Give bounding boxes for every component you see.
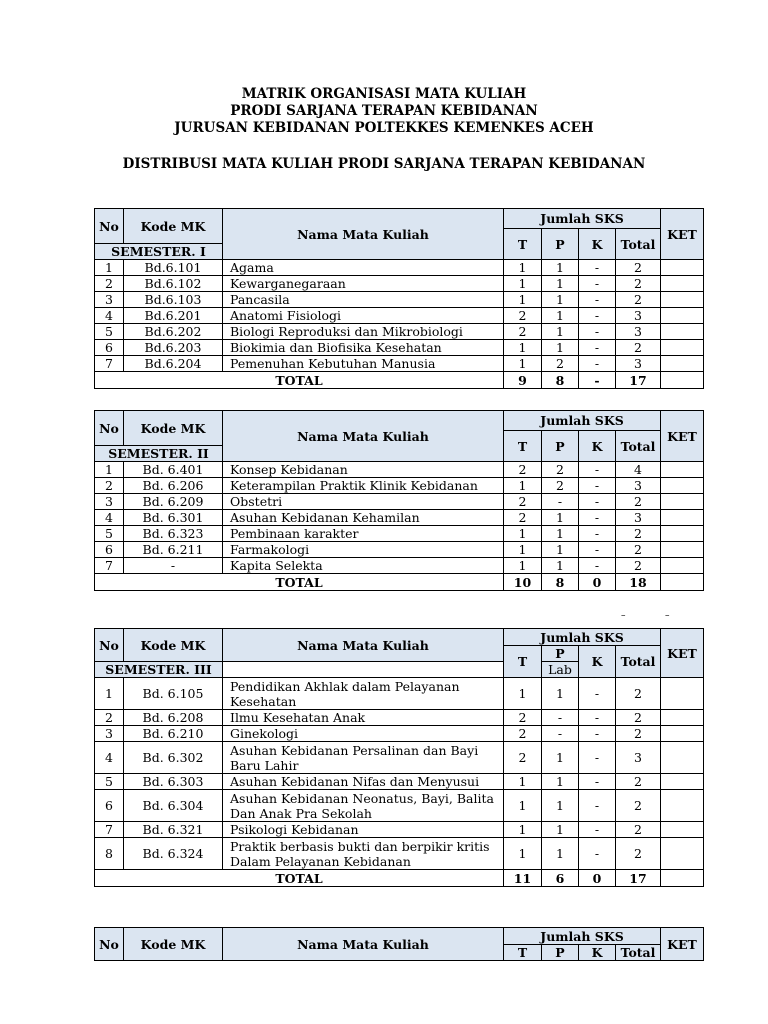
total-total: 18 <box>616 574 661 591</box>
cell-no: 2 <box>95 276 124 292</box>
cell-total: 3 <box>616 308 661 324</box>
semester-1-rows <box>95 260 704 372</box>
cell-nama: Asuhan Kebidanan Kehamilan <box>223 510 504 526</box>
stray-dash-mark: – <box>665 611 670 621</box>
course-row <box>95 678 704 710</box>
cell-nama: Biologi Reproduksi dan Mikrobiologi <box>223 324 504 340</box>
semester-1-table <box>94 208 704 389</box>
header-jumlah-sks: Jumlah SKS <box>504 928 661 945</box>
cell-no: 7 <box>95 558 124 574</box>
cell-p: 1 <box>542 526 579 542</box>
cell-k: - <box>579 276 616 292</box>
cell-k: - <box>579 726 616 742</box>
semester-3-total-row <box>95 870 704 887</box>
cell-ket <box>661 838 704 870</box>
header-jumlah-sks: Jumlah SKS <box>504 411 661 431</box>
total-k: 0 <box>579 574 616 591</box>
header-nama: Nama Mata Kuliah <box>223 411 504 462</box>
cell-t: 2 <box>504 710 542 726</box>
total-ket <box>661 372 704 389</box>
cell-ket <box>661 558 704 574</box>
cell-nama: Kapita Selekta <box>223 558 504 574</box>
cell-total: 2 <box>616 822 661 838</box>
semester-2-total-row <box>95 574 704 591</box>
course-row <box>95 710 704 726</box>
cell-ket <box>661 710 704 726</box>
cell-no: 5 <box>95 526 124 542</box>
cell-p: 1 <box>542 838 579 870</box>
cell-ket <box>661 462 704 478</box>
cell-t: 1 <box>504 260 542 276</box>
cell-total: 2 <box>616 542 661 558</box>
total-p: 8 <box>542 372 579 389</box>
header-ket: KET <box>661 411 704 462</box>
title-line-1: MATRIK ORGANISASI MATA KULIAH <box>241 86 527 102</box>
cell-p: 1 <box>542 260 579 276</box>
header-kode: Kode MK <box>124 411 223 446</box>
cell-p: - <box>542 726 579 742</box>
semester-2-table <box>94 410 704 591</box>
course-row <box>95 774 704 790</box>
course-row <box>95 790 704 822</box>
cell-kode: Bd. 6.303 <box>124 774 223 790</box>
cell-no: 8 <box>95 838 124 870</box>
header-total: Total <box>616 646 661 678</box>
cell-p: 1 <box>542 774 579 790</box>
course-row <box>95 340 704 356</box>
cell-ket <box>661 356 704 372</box>
cell-ket <box>661 526 704 542</box>
cell-ket <box>661 678 704 710</box>
cell-t: 2 <box>504 324 542 340</box>
cell-total: 2 <box>616 838 661 870</box>
cell-kode: Bd.6.103 <box>124 292 223 308</box>
cell-kode: Bd. 6.324 <box>124 838 223 870</box>
cell-k: - <box>579 742 616 774</box>
course-row <box>95 526 704 542</box>
header-p: P <box>542 945 579 961</box>
cell-p: 1 <box>542 742 579 774</box>
cell-t: 1 <box>504 340 542 356</box>
cell-k: - <box>579 340 616 356</box>
cell-kode: Bd. 6.105 <box>124 678 223 710</box>
total-total: 17 <box>616 870 661 887</box>
cell-p: - <box>542 710 579 726</box>
cell-no: 2 <box>95 478 124 494</box>
header-no: No <box>95 411 124 446</box>
cell-nama: Ginekologi <box>223 726 504 742</box>
cell-nama: Praktik berbasis bukti dan berpikir kritis Dalam Pelayanan Kebidanan <box>223 838 504 870</box>
cell-no: 7 <box>95 822 124 838</box>
cell-ket <box>661 822 704 838</box>
header-no: No <box>95 928 124 961</box>
cell-k: - <box>579 292 616 308</box>
header-t: T <box>504 229 542 260</box>
document-subtitle: DISTRIBUSI MATA KULIAH PRODI SARJANA TERAPAN KEBIDANAN <box>122 156 646 172</box>
semester-1-total-row <box>95 372 704 389</box>
cell-p: 1 <box>542 510 579 526</box>
cell-ket <box>661 324 704 340</box>
cell-no: 6 <box>95 790 124 822</box>
cell-total: 2 <box>616 726 661 742</box>
course-row <box>95 742 704 774</box>
cell-nama: Keterampilan Praktik Klinik Kebidanan <box>223 478 504 494</box>
cell-t: 1 <box>504 478 542 494</box>
cell-nama: Kewarganegaraan <box>223 276 504 292</box>
course-row <box>95 292 704 308</box>
header-ket: KET <box>661 209 704 260</box>
cell-ket <box>661 494 704 510</box>
course-row <box>95 308 704 324</box>
cell-t: 1 <box>504 526 542 542</box>
semester-label: SEMESTER. II <box>95 446 223 462</box>
cell-ket <box>661 774 704 790</box>
cell-kode: Bd. 6.321 <box>124 822 223 838</box>
total-label: TOTAL <box>95 372 504 389</box>
cell-no: 3 <box>95 494 124 510</box>
cell-no: 5 <box>95 774 124 790</box>
cell-kode: Bd.6.204 <box>124 356 223 372</box>
cell-k: - <box>579 478 616 494</box>
header-total: Total <box>616 229 661 260</box>
header-t: T <box>504 945 542 961</box>
cell-kode: Bd. 6.304 <box>124 790 223 822</box>
course-row <box>95 276 704 292</box>
course-row <box>95 260 704 276</box>
cell-p: 1 <box>542 276 579 292</box>
cell-ket <box>661 726 704 742</box>
total-k: - <box>579 372 616 389</box>
cell-p: 1 <box>542 790 579 822</box>
cell-nama: Pembinaan karakter <box>223 526 504 542</box>
cell-nama: Ilmu Kesehatan Anak <box>223 710 504 726</box>
semester-4-table-header <box>94 927 704 961</box>
header-k: K <box>579 431 616 462</box>
cell-nama: Pemenuhan Kebutuhan Manusia <box>223 356 504 372</box>
cell-no: 1 <box>95 678 124 710</box>
cell-k: - <box>579 356 616 372</box>
cell-total: 2 <box>616 276 661 292</box>
total-total: 17 <box>616 372 661 389</box>
cell-k: - <box>579 462 616 478</box>
header-t: T <box>504 646 542 678</box>
cell-nama: Agama <box>223 260 504 276</box>
cell-kode: Bd.6.201 <box>124 308 223 324</box>
cell-k: - <box>579 494 616 510</box>
cell-total: 4 <box>616 462 661 478</box>
cell-ket <box>661 790 704 822</box>
cell-ket <box>661 742 704 774</box>
cell-total: 2 <box>616 340 661 356</box>
cell-no: 4 <box>95 742 124 774</box>
cell-no: 5 <box>95 324 124 340</box>
cell-ket <box>661 276 704 292</box>
course-row <box>95 478 704 494</box>
cell-p: 2 <box>542 462 579 478</box>
cell-no: 7 <box>95 356 124 372</box>
cell-no: 4 <box>95 308 124 324</box>
cell-t: 1 <box>504 838 542 870</box>
header-nama: Nama Mata Kuliah <box>223 928 504 961</box>
cell-t: 1 <box>504 822 542 838</box>
cell-kode: Bd. 6.206 <box>124 478 223 494</box>
title-line-2: PRODI SARJANA TERAPAN KEBIDANAN <box>230 103 538 119</box>
cell-ket <box>661 542 704 558</box>
cell-t: 1 <box>504 558 542 574</box>
semester-3-table <box>94 628 704 887</box>
cell-t: 2 <box>504 308 542 324</box>
course-row <box>95 542 704 558</box>
cell-total: 3 <box>616 324 661 340</box>
cell-k: - <box>579 790 616 822</box>
cell-kode: Bd.6.102 <box>124 276 223 292</box>
cell-ket <box>661 510 704 526</box>
header-nama: Nama Mata Kuliah <box>223 209 504 260</box>
header-p: P <box>542 229 579 260</box>
cell-kode: Bd. 6.323 <box>124 526 223 542</box>
cell-kode: - <box>124 558 223 574</box>
header-nama-spacer <box>223 662 504 678</box>
cell-t: 1 <box>504 678 542 710</box>
header-k: K <box>579 229 616 260</box>
cell-kode: Bd. 6.211 <box>124 542 223 558</box>
cell-k: - <box>579 324 616 340</box>
cell-no: 6 <box>95 340 124 356</box>
cell-total: 2 <box>616 558 661 574</box>
cell-k: - <box>579 260 616 276</box>
cell-k: - <box>579 678 616 710</box>
cell-nama: Anatomi Fisiologi <box>223 308 504 324</box>
total-k: 0 <box>579 870 616 887</box>
total-p: 6 <box>542 870 579 887</box>
cell-t: 1 <box>504 542 542 558</box>
cell-total: 2 <box>616 260 661 276</box>
cell-p: 1 <box>542 324 579 340</box>
cell-no: 4 <box>95 510 124 526</box>
cell-t: 2 <box>504 510 542 526</box>
header-no: No <box>95 629 124 662</box>
cell-nama: Pancasila <box>223 292 504 308</box>
cell-total: 2 <box>616 292 661 308</box>
header-p: P <box>542 431 579 462</box>
cell-p: 2 <box>542 478 579 494</box>
header-k: K <box>579 646 616 678</box>
cell-ket <box>661 478 704 494</box>
cell-total: 2 <box>616 790 661 822</box>
course-row <box>95 494 704 510</box>
cell-no: 3 <box>95 292 124 308</box>
cell-no: 2 <box>95 710 124 726</box>
cell-k: - <box>579 838 616 870</box>
cell-kode: Bd. 6.209 <box>124 494 223 510</box>
cell-kode: Bd. 6.401 <box>124 462 223 478</box>
cell-t: 1 <box>504 292 542 308</box>
cell-ket <box>661 260 704 276</box>
course-row <box>95 726 704 742</box>
cell-t: 1 <box>504 790 542 822</box>
cell-p: 1 <box>542 292 579 308</box>
cell-total: 3 <box>616 478 661 494</box>
cell-kode: Bd.6.203 <box>124 340 223 356</box>
cell-total: 2 <box>616 678 661 710</box>
cell-k: - <box>579 510 616 526</box>
header-kode: Kode MK <box>124 209 223 244</box>
cell-nama: Asuhan Kebidanan Neonatus, Bayi, Balita Dan Anak Pra Sekolah <box>223 790 504 822</box>
cell-t: 1 <box>504 774 542 790</box>
total-label: TOTAL <box>95 870 504 887</box>
semester-label: SEMESTER. III <box>95 662 223 678</box>
cell-kode: Bd. 6.210 <box>124 726 223 742</box>
header-jumlah-sks: Jumlah SKS <box>504 629 661 646</box>
total-label: TOTAL <box>95 574 504 591</box>
header-k: K <box>579 945 616 961</box>
header-total: Total <box>616 945 661 961</box>
cell-total: 2 <box>616 494 661 510</box>
cell-p: - <box>542 494 579 510</box>
cell-kode: Bd.6.202 <box>124 324 223 340</box>
stray-dash-mark: – <box>621 611 626 621</box>
cell-no: 3 <box>95 726 124 742</box>
header-jumlah-sks: Jumlah SKS <box>504 209 661 229</box>
cell-total: 3 <box>616 356 661 372</box>
cell-k: - <box>579 558 616 574</box>
cell-k: - <box>579 774 616 790</box>
cell-total: 2 <box>616 774 661 790</box>
cell-nama: Pendidikan Akhlak dalam Pelayanan Kesehatan <box>223 678 504 710</box>
cell-kode: Bd.6.101 <box>124 260 223 276</box>
header-ket: KET <box>661 928 704 961</box>
header-no: No <box>95 209 124 244</box>
cell-total: 2 <box>616 526 661 542</box>
course-row <box>95 838 704 870</box>
cell-no: 1 <box>95 260 124 276</box>
cell-k: - <box>579 822 616 838</box>
cell-nama: Asuhan Kebidanan Nifas dan Menyusui <box>223 774 504 790</box>
cell-ket <box>661 308 704 324</box>
title-line-3: JURUSAN KEBIDANAN POLTEKKES KEMENKES ACEH <box>174 120 594 136</box>
total-t: 9 <box>504 372 542 389</box>
cell-k: - <box>579 526 616 542</box>
cell-kode: Bd. 6.208 <box>124 710 223 726</box>
course-row <box>95 324 704 340</box>
total-t: 11 <box>504 870 542 887</box>
header-t: T <box>504 431 542 462</box>
cell-t: 1 <box>504 276 542 292</box>
cell-nama: Asuhan Kebidanan Persalinan dan Bayi Baru Lahir <box>223 742 504 774</box>
cell-nama: Obstetri <box>223 494 504 510</box>
header-p: P <box>542 646 579 662</box>
total-ket <box>661 870 704 887</box>
cell-t: 2 <box>504 726 542 742</box>
header-p-lab: Lab <box>542 662 579 678</box>
cell-p: 1 <box>542 308 579 324</box>
cell-kode: Bd. 6.302 <box>124 742 223 774</box>
cell-p: 1 <box>542 678 579 710</box>
course-row <box>95 510 704 526</box>
cell-p: 1 <box>542 542 579 558</box>
cell-total: 3 <box>616 510 661 526</box>
header-total: Total <box>616 431 661 462</box>
cell-nama: Konsep Kebidanan <box>223 462 504 478</box>
semester-3-rows <box>95 678 704 870</box>
cell-k: - <box>579 308 616 324</box>
cell-k: - <box>579 710 616 726</box>
course-row <box>95 822 704 838</box>
cell-p: 2 <box>542 356 579 372</box>
cell-p: 1 <box>542 340 579 356</box>
semester-2-rows <box>95 462 704 574</box>
cell-t: 2 <box>504 462 542 478</box>
total-p: 8 <box>542 574 579 591</box>
total-t: 10 <box>504 574 542 591</box>
cell-kode: Bd. 6.301 <box>124 510 223 526</box>
cell-ket <box>661 340 704 356</box>
cell-nama: Psikologi Kebidanan <box>223 822 504 838</box>
cell-total: 2 <box>616 710 661 726</box>
course-row <box>95 356 704 372</box>
cell-k: - <box>579 542 616 558</box>
header-nama: Nama Mata Kuliah <box>223 629 504 662</box>
course-row <box>95 558 704 574</box>
header-kode: Kode MK <box>124 629 223 662</box>
semester-label: SEMESTER. I <box>95 244 223 260</box>
cell-ket <box>661 292 704 308</box>
cell-nama: Farmakologi <box>223 542 504 558</box>
header-ket: KET <box>661 629 704 678</box>
total-ket <box>661 574 704 591</box>
cell-total: 3 <box>616 742 661 774</box>
cell-t: 2 <box>504 742 542 774</box>
cell-no: 6 <box>95 542 124 558</box>
cell-nama: Biokimia dan Biofisika Kesehatan <box>223 340 504 356</box>
cell-p: 1 <box>542 822 579 838</box>
cell-t: 2 <box>504 494 542 510</box>
cell-no: 1 <box>95 462 124 478</box>
header-kode: Kode MK <box>124 928 223 961</box>
cell-p: 1 <box>542 558 579 574</box>
course-row <box>95 462 704 478</box>
cell-t: 1 <box>504 356 542 372</box>
